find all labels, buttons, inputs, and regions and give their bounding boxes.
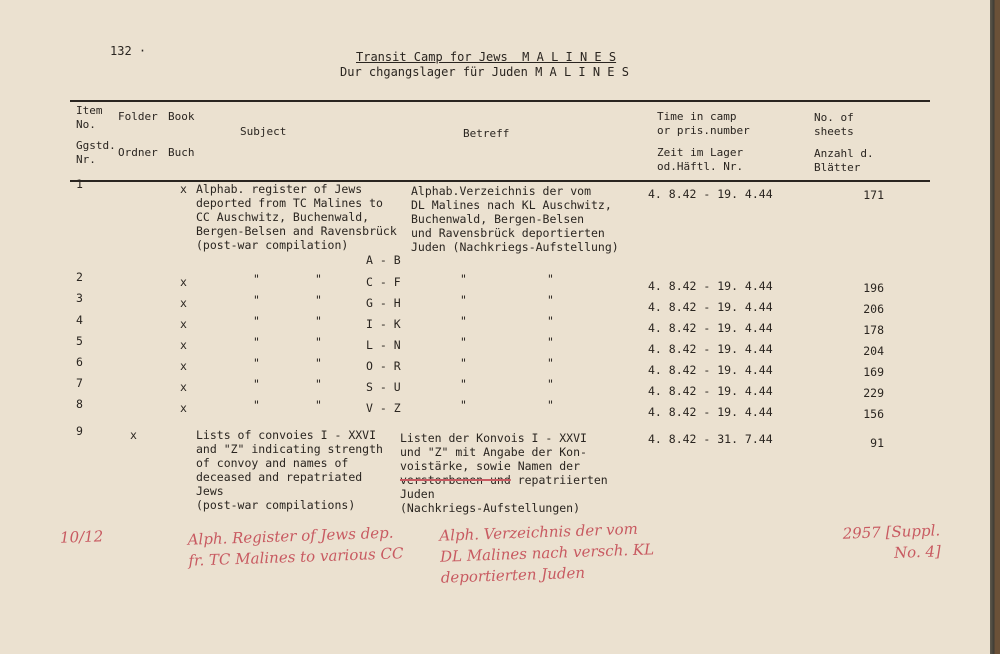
row-book-mark: x	[180, 401, 187, 415]
ditto-mark: "	[253, 272, 260, 286]
header-folder-en: Folder	[118, 110, 158, 123]
row-item-number: 4	[76, 313, 83, 327]
header-book-en: Book	[168, 110, 195, 123]
ditto-mark: "	[460, 377, 467, 391]
row-book-mark: x	[180, 359, 187, 373]
ditto-mark: "	[460, 293, 467, 307]
betreff-line: voistärke, sowie Namen der	[400, 459, 581, 473]
betreff-line: und "Z" mit Angabe der Kon-	[400, 445, 587, 459]
ditto-mark: "	[253, 398, 260, 412]
ditto-mark: "	[547, 335, 554, 349]
page-number: 132 ·	[110, 44, 147, 58]
ditto-mark: "	[315, 356, 322, 370]
row-sheets: 178	[863, 323, 884, 337]
betreff-line: Listen der Konvois I - XXVI	[400, 431, 587, 445]
header-sheets-de: Anzahl d. Blätter	[814, 147, 874, 174]
handwritten-sheets-note: 2957 [Suppl. No. 4]	[842, 521, 942, 562]
row-letter-range: L - N	[366, 338, 401, 352]
row-time: 4. 8.42 - 19. 4.44	[648, 384, 773, 398]
row-item-number: 8	[76, 397, 83, 411]
header-item-de: Ggstd. Nr.	[76, 139, 116, 166]
ditto-mark: "	[460, 314, 467, 328]
betreff-line-end: repatriierten	[510, 473, 608, 487]
row-sheets: 171	[863, 188, 884, 202]
ditto-mark: "	[315, 335, 322, 349]
ditto-mark: "	[547, 356, 554, 370]
header-time-en: Time in camp or pris.number	[657, 110, 750, 137]
row-sheets: 206	[863, 302, 884, 316]
row-item-number: 1	[76, 177, 83, 191]
handwritten-subject-note: Alph. Register of Jews dep. fr. TC Malines to various CC	[187, 523, 404, 570]
row-subject: Lists of convoies I - XXVI and "Z" indicating strength of convoy and names of deceased and repatriated Jews (post-war compilations)	[196, 428, 383, 512]
ditto-mark: "	[315, 293, 322, 307]
row-item-number: 7	[76, 376, 83, 390]
row-folder-mark: x	[130, 428, 137, 442]
row-letter-range: A - B	[366, 253, 401, 267]
header-item-en: Item No.	[76, 104, 103, 131]
row-time: 4. 8.42 - 19. 4.44	[648, 300, 773, 314]
row-time: 4. 8.42 - 19. 4.44	[648, 187, 773, 201]
row-letter-range: O - R	[366, 359, 401, 373]
row-sheets: 204	[863, 344, 884, 358]
row-time: 4. 8.42 - 19. 4.44	[648, 342, 773, 356]
header-folder-de: Ordner	[118, 146, 158, 159]
row-book-mark: x	[180, 182, 187, 196]
row-book-mark: x	[180, 317, 187, 331]
handwritten-betreff-note: Alph. Verzeichnis der vom DL Malines nach versch. KL deportierten Juden	[439, 519, 655, 587]
ditto-mark: "	[253, 293, 260, 307]
ditto-mark: "	[253, 314, 260, 328]
ditto-mark: "	[460, 356, 467, 370]
row-time: 4. 8.42 - 19. 4.44	[648, 363, 773, 377]
ditto-mark: "	[547, 293, 554, 307]
row-sheets: 196	[863, 281, 884, 295]
row-letter-range: I - K	[366, 317, 401, 331]
row-sheets: 156	[863, 407, 884, 421]
row-book-mark: x	[180, 338, 187, 352]
ditto-mark: "	[315, 398, 322, 412]
ditto-mark: "	[460, 335, 467, 349]
row-sheets: 91	[870, 436, 884, 450]
header-top-rule	[70, 100, 930, 102]
row-item-number: 3	[76, 291, 83, 305]
row-item-number: 6	[76, 355, 83, 369]
ditto-mark: "	[315, 272, 322, 286]
row-time: 4. 8.42 - 19. 4.44	[648, 321, 773, 335]
ditto-mark: "	[547, 398, 554, 412]
row-item-number: 2	[76, 270, 83, 284]
book-binding-edge	[990, 0, 1000, 654]
ditto-mark: "	[253, 335, 260, 349]
row-time: 4. 8.42 - 19. 4.44	[648, 279, 773, 293]
handwritten-item-note: 10/12	[59, 527, 104, 547]
ditto-mark: "	[253, 356, 260, 370]
betreff-line	[400, 473, 608, 487]
row-book-mark: x	[180, 380, 187, 394]
ditto-mark: "	[547, 377, 554, 391]
row-book-mark: x	[180, 296, 187, 310]
row-letter-range: C - F	[366, 275, 401, 289]
ditto-mark: "	[253, 377, 260, 391]
row-subject: Alphab. register of Jews deported from TC Malines to CC Auschwitz, Buchenwald, Bergen-Belsen and Ravensbrück (post-war compilation)	[196, 182, 397, 252]
header-sheets-en: No. of sheets	[814, 111, 854, 138]
header-book-de: Buch	[168, 146, 195, 159]
row-sheets: 169	[863, 365, 884, 379]
row-letter-range: V - Z	[366, 401, 401, 415]
row-sheets: 229	[863, 386, 884, 400]
row-book-mark: x	[180, 275, 187, 289]
row-letter-range: S - U	[366, 380, 401, 394]
row-betreff: Alphab.Verzeichnis der vom DL Malines nach KL Auschwitz, Buchenwald, Bergen-Belsen und Ravensbrück deportierten Juden (Nachkriegs-Aufstellung)	[411, 184, 619, 254]
ditto-mark: "	[315, 377, 322, 391]
row-item-number: 5	[76, 334, 83, 348]
row-time: 4. 8.42 - 19. 4.44	[648, 405, 773, 419]
ditto-mark: "	[460, 272, 467, 286]
title-german: Dur chgangslager für Juden M A L I N E S	[340, 65, 629, 79]
ditto-mark: "	[315, 314, 322, 328]
header-subject: Subject	[240, 125, 287, 138]
row-letter-range: G - H	[366, 296, 401, 310]
title-english: Transit Camp for Jews M A L I N E S	[356, 50, 617, 64]
betreff-tail: Juden (Nachkriegs-Aufstellungen)	[400, 487, 581, 515]
header-betreff: Betreff	[463, 127, 510, 140]
ditto-mark: "	[460, 398, 467, 412]
row-item-number: 9	[76, 424, 83, 438]
ditto-mark: "	[547, 272, 554, 286]
row-time: 4. 8.42 - 31. 7.44	[648, 432, 773, 446]
ditto-mark: "	[547, 314, 554, 328]
header-time-de: Zeit im Lager od.Häftl. Nr.	[657, 146, 744, 173]
struck-text: verstorbenen und	[400, 473, 511, 487]
row-betreff	[400, 431, 608, 515]
